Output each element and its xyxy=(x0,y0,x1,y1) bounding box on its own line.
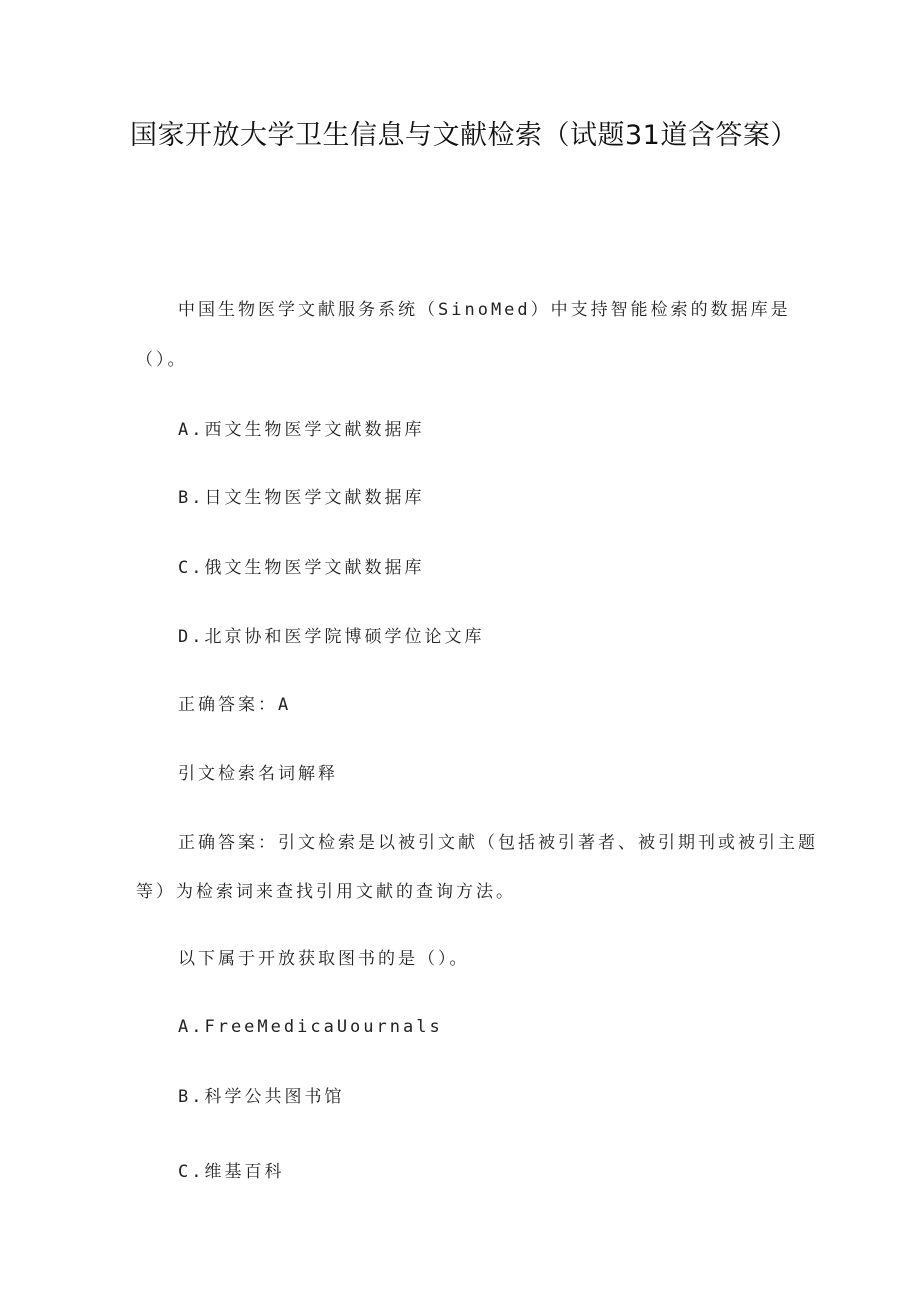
question-1-stem: 中国生物医学文献服务系统（SinoMed）中支持智能检索的数据库是 xyxy=(178,300,791,320)
question-1-answer: 正确答案：A xyxy=(178,695,292,715)
question-1-option-c: C.俄文生物医学文献数据库 xyxy=(178,558,425,578)
question-1-option-b: B.日文生物医学文献数据库 xyxy=(178,488,425,508)
question-2-answer-continuation: 等）为检索词来查找引用文献的查询方法。 xyxy=(136,882,516,902)
question-1-option-d: D.北京协和医学院博硕学位论文库 xyxy=(178,627,485,647)
question-1-stem-continuation: （）。 xyxy=(136,350,188,370)
question-3-option-a: A.FreeMedicaUournals xyxy=(178,1017,443,1037)
question-3-option-b: B.科学公共图书馆 xyxy=(178,1087,345,1107)
document-title: 国家开放大学卫生信息与文献检索（试题31道含答案） xyxy=(130,120,798,151)
question-2-answer: 正确答案：引文检索是以被引文献（包括被引著者、被引期刊或被引主题 xyxy=(178,833,818,853)
question-3-stem: 以下属于开放获取图书的是（）。 xyxy=(178,949,470,969)
question-1-option-a: A.西文生物医学文献数据库 xyxy=(178,420,425,440)
question-3-option-c: C.维基百科 xyxy=(178,1162,285,1182)
question-2-stem: 引文检索名词解释 xyxy=(178,764,338,784)
